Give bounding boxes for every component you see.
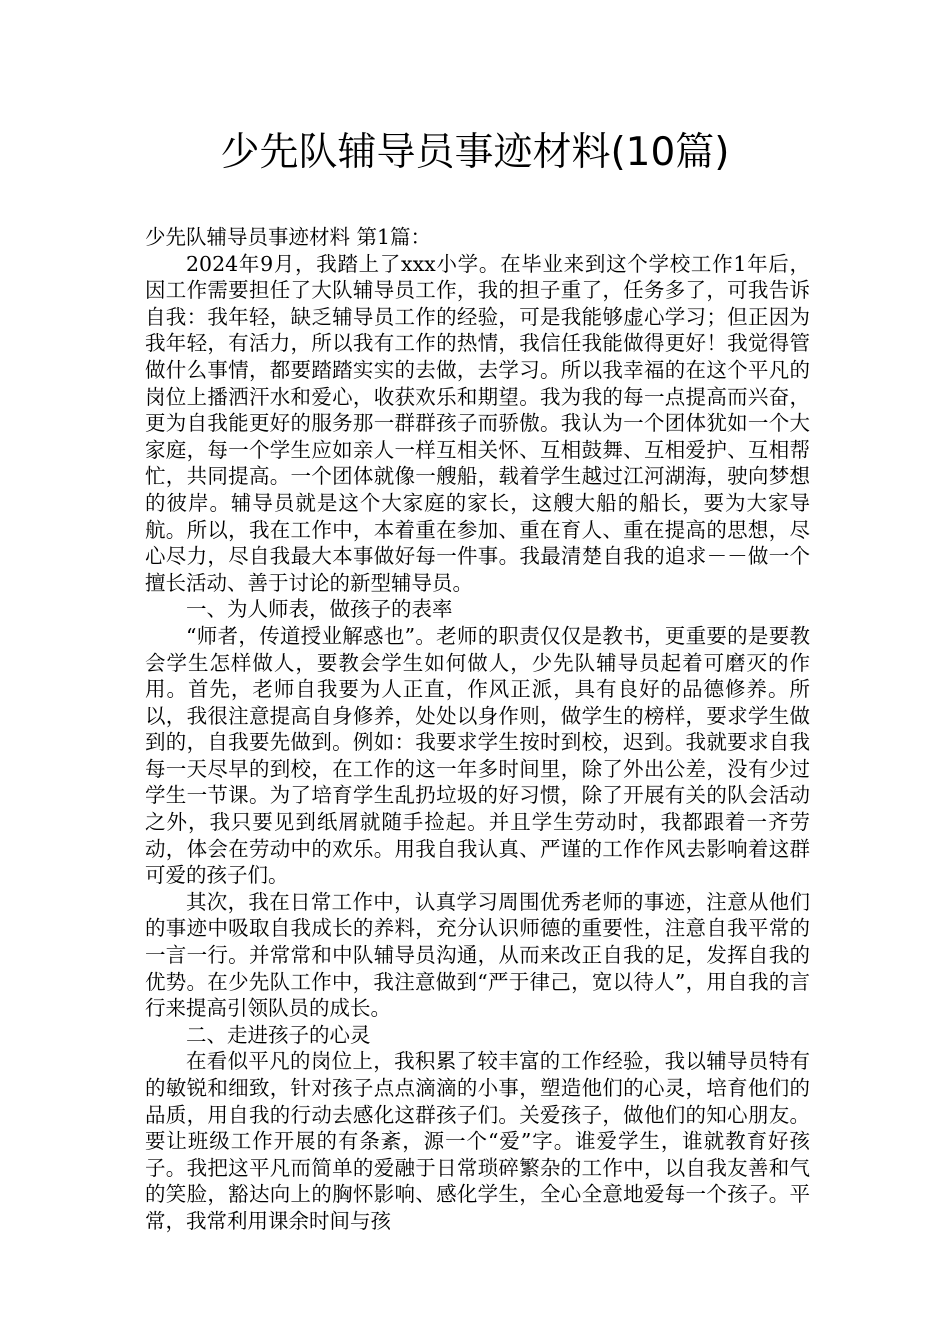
section2-paragraph-1: 在看似平凡的岗位上，我积累了较丰富的工作经验，我以辅导员特有的敏锐和细致，针对孩子点点滴滴的小事，塑造他们的心灵，培育他们的品质，用自我的行动去感化这群孩子们。关爱孩子，做他们的知心朋友。要让班级工作开展的有条紊，源一个“爱”字。谁爱学生，谁就教育好孩子。我把这平凡而简单的爱融于日常琐碎繁杂的工作中，以自我友善和气的笑脸，豁达向上的胸怀影响、感化学生，全心全意地爱每一个孩子。平常，我常利用课余时间与孩 [145,1049,810,1233]
section-heading-1: 一、为人师表，做孩子的表率 [186,597,453,622]
document-title: 少先队辅导员事迹材料(10篇) [220,130,730,175]
section1-paragraph-1: “师者，传道授业解惑也”。老师的职责仅仅是教书，更重要的是要教会学生怎样做人，要教会学生如何做人，少先队辅导员起着可磨灭的作用。首先，老师自我要为人正直，作风正派，具有良好的品德修养。所以，我很注意提高自身修养，处处以身作则，做学生的榜样，要求学生做到的，自我要先做到。例如：我要求学生按时到校，迟到。我就要求自我每一天尽早的到校，在工作的这一年多时间里，除了外出公差，没有少过学生一节课。为了培育学生乱扔垃圾的好习惯，除了开展有关的队会活动之外，我只要见到纸屑就随手捡起。并且学生劳动时，我都跟着一齐劳动，体会在劳动中的欢乐。用我自我认真、严谨的工作作风去影响着这群可爱的孩子们。 [145,623,810,888]
document-body [145,224,810,1235]
section1-paragraph-2: 其次，我在日常工作中，认真学习周围优秀老师的事迹，注意从他们的事迹中吸取自我成长的养料，充分认识师德的重要性，注意自我平常的一言一行。并常常和中队辅导员沟通，从而来改正自我的足，发挥自我的优势。在少先队工作中，我注意做到“严于律己，宽以待人”，用自我的言行来提高引领队员的成长。 [145,889,810,1021]
section-heading-2: 二、走进孩子的心灵 [186,1022,371,1047]
section-label: 少先队辅导员事迹材料 第1篇： [145,225,432,249]
intro-paragraph: 2024年9月，我踏上了xxx小学。在毕业来到这个学校工作1年后，因工作需要担任了大队辅导员工作，我的担子重了，任务多了，可我告诉自我：我年轻，缺乏辅导员工作的经验，可是我能够虚心学习；但正因为我年轻，有活力，所以我有工作的热情，我信任我能做得更好！我觉得管做什么事情，都要踏踏实实的去做，去学习。所以我幸福的在这个平凡的岗位上播洒汗水和爱心，收获欢乐和期望。我为我的每一点提高而兴奋，更为自我能更好的服务那一群群孩子而骄傲。我认为一个团体犹如一个大家庭，每一个学生应如亲人一样互相关怀、互相鼓舞、互相爱护、互相帮忙，共同提高。一个团体就像一艘船，载着学生越过江河湖海，驶向梦想的彼岸。辅导员就是这个大家庭的家长，这艘大船的船长，要为大家导航。所以，我在工作中，本着重在参加、重在育人、重在提高的思想，尽心尽力，尽自我最大本事做好每一件事。我最清楚自我的追求－－做一个擅长活动、善于讨论的新型辅导员。 [145,251,810,595]
